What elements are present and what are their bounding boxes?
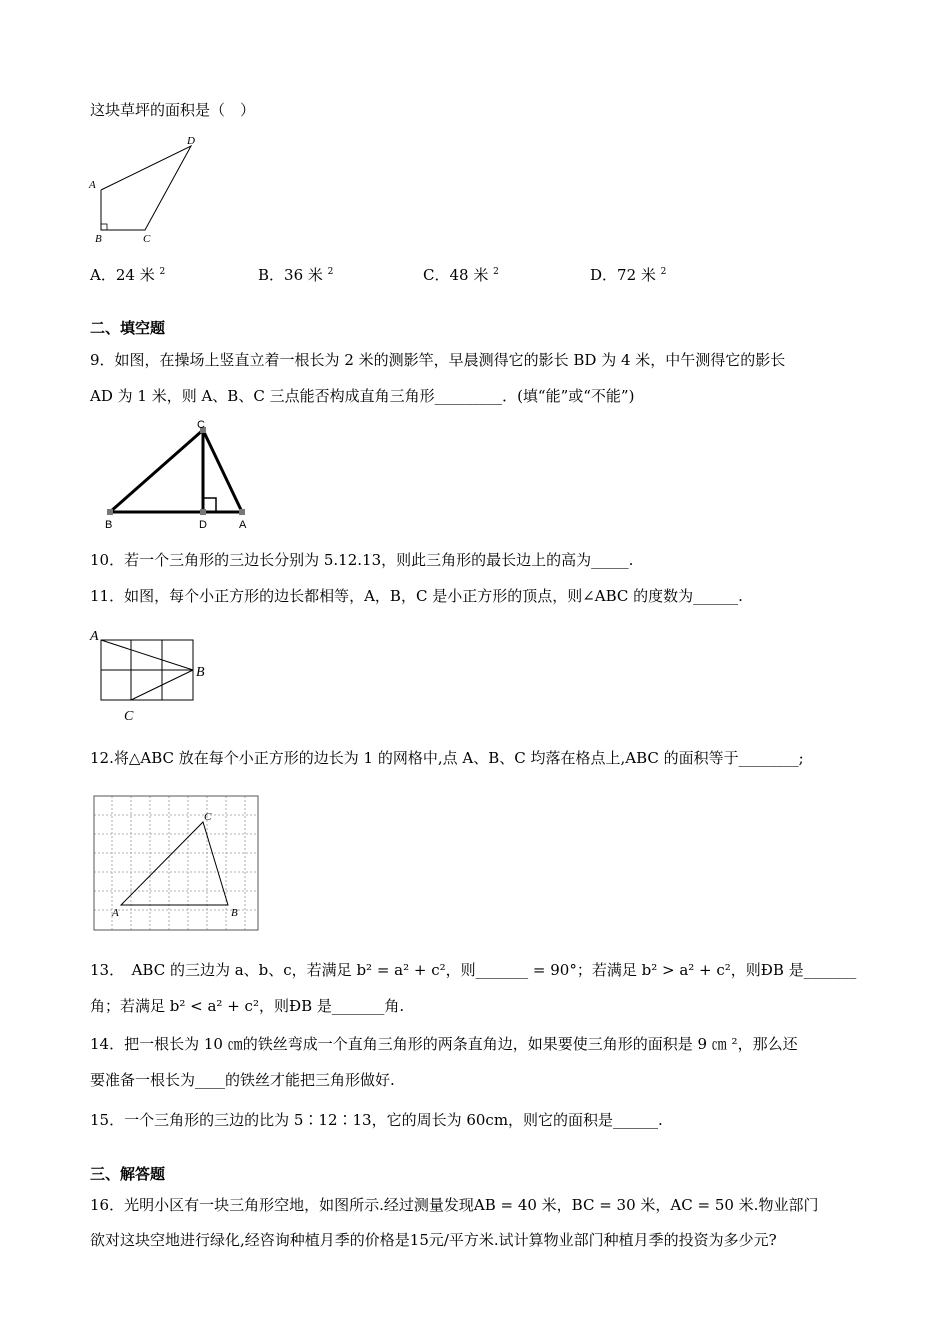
q16-line-2: 欲对这块空地进行绿化,经咨询种植月季的价格是15元/平方米.试计算物业部门种植月季的投资为多少元? bbox=[90, 1231, 777, 1249]
q8-quadrilateral-figure bbox=[85, 130, 215, 250]
q12-grid-figure bbox=[92, 794, 260, 934]
q11-label-b: B bbox=[196, 665, 205, 680]
q16-line-1: 16．光明小区有一块三角形空地，如图所示.经过测量发现AB = 40 米，BC = 30 米，AC = 50 米.物业部门 bbox=[90, 1196, 819, 1214]
q9-point-b bbox=[107, 509, 113, 515]
q8-option-b-letter: B． bbox=[258, 266, 285, 284]
q14-line-2: 要准备一根长为____的铁丝才能把三角形做好. bbox=[90, 1071, 395, 1089]
q8-option-a-letter: A． bbox=[90, 266, 116, 284]
q12-label-b: B bbox=[231, 907, 238, 919]
q9-line-ca bbox=[203, 430, 242, 512]
q8-stem-tail: 这块草坪的面积是（ ） bbox=[90, 101, 256, 119]
q12-label-a: A bbox=[112, 907, 119, 919]
q12-text: 12.将△ABC 放在每个小正方形的边长为 1 的网格中,点 A、B、C 均落在格点上,ABC 的面积等于________; bbox=[90, 749, 804, 767]
q8-option-c[interactable] bbox=[423, 262, 499, 285]
q11-text: 11．如图，每个小正方形的边长都相等，A，B，C 是小正方形的顶点，则∠ABC 的度数为______. bbox=[90, 587, 743, 605]
section-2-title: 二、填空题 bbox=[90, 319, 166, 337]
q8-option-c-letter: C． bbox=[423, 266, 450, 284]
q9-point-d bbox=[200, 509, 206, 515]
q11-line-ab bbox=[101, 640, 193, 670]
q13-line-1: 13． ABC 的三边为 a、b、c，若满足 b² = a² + c²，则_______ = 90°；若满足 b² > a² + c²，则ÐB 是_______ bbox=[90, 961, 857, 979]
q9-line-1: 9．如图，在操场上竖直立着一根长为 2 米的测影竿，早晨测得它的影长 BD 为 4 米，中午测得它的影长 bbox=[90, 351, 786, 369]
q9-label-b: B bbox=[105, 519, 113, 531]
q9-label-a: A bbox=[239, 519, 247, 531]
q8-option-a[interactable] bbox=[90, 262, 165, 285]
q9-shadow-triangle-figure bbox=[100, 418, 260, 533]
q8-option-b-sup: 2 bbox=[327, 267, 334, 277]
q9-point-a bbox=[239, 509, 245, 515]
q8-label-a: A bbox=[89, 179, 96, 191]
q15-text: 15．一个三角形的三边的比为 5∶12∶13，它的周长为 60cm，则它的面积是______. bbox=[90, 1111, 663, 1129]
q8-right-angle-mark bbox=[101, 224, 107, 230]
q10-text: 10．若一个三角形的三边长分别为 5.12.13，则此三角形的最长边上的高为_____. bbox=[90, 551, 634, 569]
q12-label-c: C bbox=[204, 811, 212, 823]
q8-label-b: B bbox=[95, 233, 102, 245]
q8-label-d: D bbox=[187, 135, 195, 147]
q8-option-a-value: 24 米 bbox=[115, 266, 155, 284]
q8-option-d-sup: 2 bbox=[660, 267, 667, 277]
q8-option-c-sup: 2 bbox=[493, 267, 499, 277]
q8-label-c: C bbox=[143, 233, 151, 245]
q8-option-b-value: 36 米 bbox=[284, 266, 323, 284]
q13-line-2: 角；若满足 b² < a² + c²，则ÐB 是_______角. bbox=[90, 997, 405, 1015]
q11-label-c: C bbox=[124, 709, 134, 724]
q9-label-d: D bbox=[199, 519, 207, 531]
q8-option-d-value: 72 米 bbox=[617, 266, 656, 284]
q11-grid-figure bbox=[88, 626, 218, 726]
q8-option-d[interactable] bbox=[590, 262, 666, 285]
q8-option-d-letter: D． bbox=[590, 266, 618, 284]
section-3-title: 三、解答题 bbox=[90, 1165, 166, 1183]
q9-line-bc bbox=[110, 430, 203, 512]
q9-label-c: C bbox=[197, 419, 205, 431]
q9-line-2: AD 为 1 米，则 A、B、C 三点能否构成直角三角形_________．(填“能”或“不能”) bbox=[90, 387, 635, 405]
q12-triangle-abc bbox=[121, 822, 228, 905]
q8-option-a-sup: 2 bbox=[159, 267, 166, 277]
q11-label-a: A bbox=[90, 629, 99, 644]
q8-option-b[interactable] bbox=[258, 262, 333, 285]
q14-line-1: 14．把一根长为 10 ㎝的铁丝弯成一个直角三角形的两条直角边，如果要使三角形的面积是 9 ㎝ ²，那么还 bbox=[90, 1035, 798, 1053]
q8-quadrilateral-shape bbox=[101, 146, 191, 230]
q8-option-c-value: 48 米 bbox=[449, 266, 489, 284]
